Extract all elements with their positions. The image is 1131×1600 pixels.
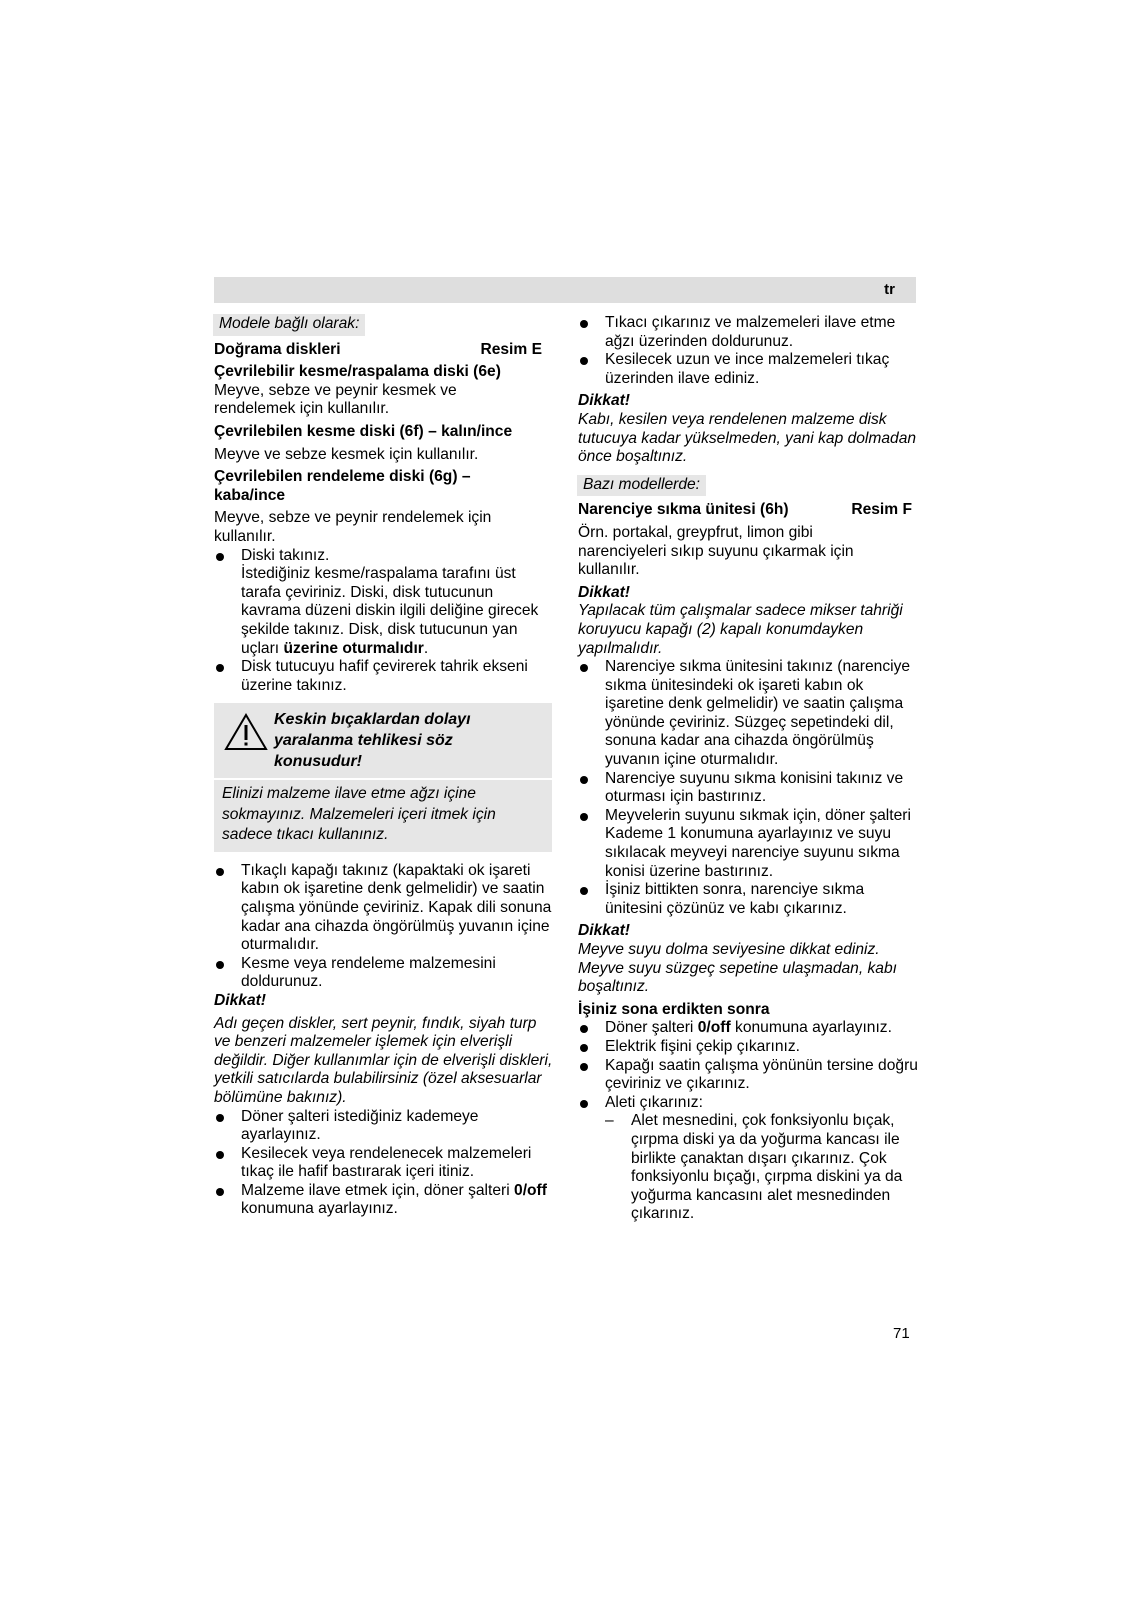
subheading-disc-6f: Çevrilebilen kesme diski (6f) – kalın/ince	[214, 422, 513, 440]
heading-title: Doğrama diskleri	[214, 340, 341, 358]
caution-text: Yapılacak tüm çalışmalar sadece mikser tahriği koruyucu kapağı (2) kapalı konumdayken yapılmalıdır.	[578, 602, 903, 657]
text-disc-6g: Meyve, sebze ve peynir rendelemek için kullanılır.	[214, 509, 492, 545]
figure-reference: Resim E	[480, 340, 542, 358]
header-bar	[214, 277, 916, 303]
bold-text: üzerine oturmalıdır	[283, 639, 424, 657]
text-disc-6f: Meyve ve sebze kesmek için kullanılır.	[214, 445, 479, 463]
warning-box	[214, 703, 552, 852]
caution-label: Dikkat!	[578, 583, 630, 601]
model-tag: Bazı modellerde:	[577, 475, 706, 497]
section-heading	[578, 501, 918, 520]
bullet-text: İstediğiniz kesme/raspalama tarafını üst tarafa çeviriniz. Diski, disk tutucunun kavrama düzeni diskin ilgili deliğine girecek şekilde takınız. Disk, disk tutucunun yan uçları	[241, 565, 539, 657]
list-item	[578, 1019, 918, 1038]
bullet-text: konumuna ayarlayınız.	[735, 1019, 892, 1037]
dash-list	[578, 1112, 918, 1224]
heading-title: Narenciye sıkma ünitesi (6h)	[578, 501, 789, 519]
warning-text: Elinizi malzeme ilave etme ağzı içine sokmayınız. Malzemeleri içeri itmek için sadece tıkacı kullanınız.	[214, 778, 552, 852]
caution-label: Dikkat!	[578, 922, 630, 940]
bullet-list	[214, 862, 554, 992]
warning-triangle-icon	[218, 709, 274, 752]
subheading-disc-6e: Çevrilebilir kesme/raspalama diski (6e)	[214, 363, 501, 381]
page-number: 71	[893, 1325, 910, 1342]
caution-text: Adı geçen diskler, sert peynir, fındık, siyah turp ve benzeri malzemeler işlemek için elverişli değildir. Diğer kullanımlar için de elverişli diskleri, yetkili satıcılarda bulabilirsiniz (özel aksesuarlar bölümüne bakınız).	[214, 1014, 553, 1106]
text-citrus: Örn. portakal, greypfrut, limon gibi narenciyeleri sıkıp suyunu çıkarmak için kullanılır.	[578, 523, 854, 579]
list-item: İşiniz bittikten sonra, narenciye sıkma ünitesini çözünüz ve kabı çıkarınız.	[578, 881, 918, 918]
text-disc-6e: Meyve, sebze ve peynir kesmek ve rendelemek için kullanılır.	[214, 381, 457, 418]
caution-text: Meyve suyu dolma seviyesine dikkat ediniz. Meyve suyu süzgeç sepetine ulaşmadan, kabı boşaltınız.	[578, 941, 897, 996]
bullet-list	[214, 547, 554, 696]
caution-label: Dikkat!	[578, 392, 630, 410]
bullet-text: Aleti çıkarınız:	[605, 1093, 703, 1111]
list-item: Kesilecek veya rendelenecek malzemeleri tıkaç ile hafif bastırarak içeri itiniz.	[214, 1145, 554, 1182]
bullet-line: Diski takınız.	[241, 546, 330, 564]
list-item: Döner şalteri istediğiniz kademeye ayarlayınız.	[214, 1108, 554, 1145]
list-item: Kesme veya rendeleme malzemesini doldurunuz.	[214, 955, 554, 992]
subheading-disc-6g: Çevrilebilen rendeleme diski (6g) – kaba/ince	[214, 468, 471, 504]
list-item: Meyvelerin suyunu sıkmak için, döner şalteri Kademe 1 konumuna ayarlayınız ve suyu sıkılacak meyveyi narenciye suyunu sıkma konisi üzerine bastırınız.	[578, 807, 918, 881]
section-subheading: İşiniz sona erdikten sonra	[578, 1000, 770, 1018]
caution-label: Dikkat!	[214, 991, 266, 1009]
list-item	[578, 1094, 918, 1113]
figure-reference: Resim F	[851, 501, 912, 519]
bullet-list	[578, 314, 918, 388]
bullet-list	[578, 658, 918, 918]
bold-text: 0/off	[514, 1181, 547, 1199]
list-item: Elektrik fişini çekip çıkarınız.	[578, 1038, 918, 1057]
warning-title: Keskin bıçaklardan dolayı yaralanma tehlikesi söz konusudur!	[274, 711, 471, 771]
list-item	[214, 1182, 554, 1219]
bullet-list	[578, 1019, 918, 1112]
list-item: Disk tutucuyu hafif çevirerek tahrik ekseni üzerine takınız.	[214, 658, 554, 695]
list-item: Kapağı saatin çalışma yönünün tersine doğru çeviriniz ve çıkarınız.	[578, 1057, 918, 1094]
list-item: Narenciye sıkma ünitesini takınız (narenciye sıkma ünitesindeki ok işareti kabın ok işaretine denk gelmelidir) ve saatin çalışma yönünde çeviriniz. Süzgeç sepetindeki dil, sonuna kadar ana cihazda öngörülmüş yuvanın içine oturmalıdır.	[578, 658, 918, 770]
list-item: Tıkaçlı kapağı takınız (kapaktaki ok işareti kabın ok işaretine denk gelmelidir) ve saatin çalışma yönünde çeviriniz. Kapak dili sonuna kadar ana cihazda öngörülmüş yuvanın içine oturmalıdır.	[214, 862, 554, 955]
caution-text: Kabı, kesilen veya rendelenen malzeme disk tutucuya kadar yükselmeden, yani kap dolmadan önce boşaltınız.	[578, 410, 917, 466]
section-heading	[214, 341, 554, 360]
bullet-text: Döner şalteri	[605, 1019, 694, 1037]
model-tag: Modele bağlı olarak:	[213, 314, 365, 336]
warning-header	[214, 703, 552, 778]
left-column	[214, 314, 554, 1219]
bullet-text: Malzeme ilave etmek için, döner şalteri	[241, 1181, 510, 1199]
list-item: Narenciye suyunu sıkma konisini takınız ve oturması için bastırınız.	[578, 770, 918, 807]
bullet-list	[214, 1108, 554, 1220]
bullet-text: konumuna ayarlayınız.	[241, 1200, 398, 1218]
bold-text: 0/off	[697, 1019, 731, 1037]
list-item: Kesilecek uzun ve ince malzemeleri tıkaç üzerinden ilave ediniz.	[578, 351, 918, 388]
dash-item: – Alet mesnedini, çok fonksiyonlu bıçak, çırpma diski ya da yoğurma kancası ile birlikte çanaktan dışarı çıkarınız. Çok fonksiyonlu bıçağı, çırpma diskini ya da yoğurma kancasını alet mesnedinden çıkarınız.	[605, 1112, 918, 1224]
list-item: Tıkacı çıkarınız ve malzemeleri ilave etme ağzı üzerinden doldurunuz.	[578, 314, 918, 351]
language-code: tr	[884, 281, 895, 298]
list-item	[214, 547, 554, 659]
right-column	[578, 314, 918, 1224]
period: .	[423, 639, 429, 657]
